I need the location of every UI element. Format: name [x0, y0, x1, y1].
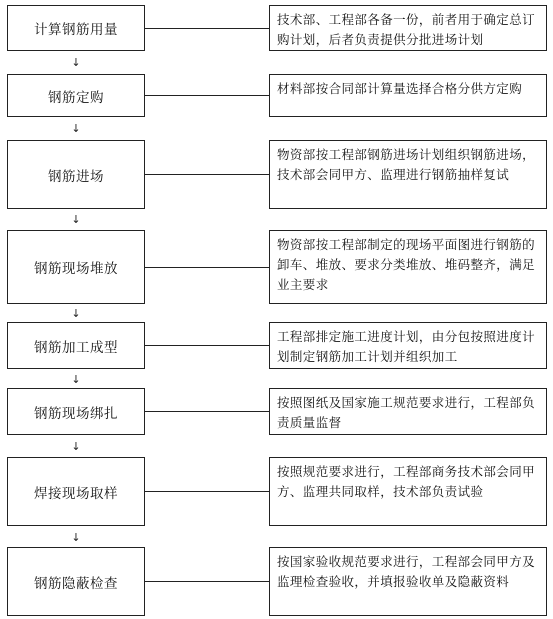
note-box-3 — [269, 140, 547, 209]
step-box-3 — [7, 140, 145, 209]
connector-line-5 — [145, 345, 269, 346]
step-label-4: 钢筋现场堆放 — [34, 261, 118, 277]
step-box-2 — [7, 74, 145, 117]
step-box-1 — [7, 5, 145, 51]
note-box-6 — [269, 388, 547, 435]
connector-line-7 — [145, 491, 269, 492]
note-text-6: 按照图纸及国家施工规范要求进行，工程部负责质量监督 — [277, 395, 536, 430]
down-arrow-icon: ↓ — [71, 373, 81, 386]
step-label-2: 钢筋定购 — [48, 89, 104, 106]
note-text-4: 物资部按工程部制定的现场平面图进行钢筋的卸车、堆放、要求分类堆放、堆码整齐，满足业主要求 — [277, 237, 536, 292]
step-box-5 — [7, 322, 145, 369]
step-label-7: 焊接现场取样 — [34, 485, 118, 502]
down-arrow-icon: ↓ — [71, 213, 81, 226]
note-text-1: 技术部、工程部各备一份，前者用于确定总订购计划，后者负责提供分批进场计划 — [277, 12, 536, 47]
step-box-7 — [7, 457, 145, 526]
note-box-2 — [269, 74, 547, 117]
down-arrow-icon: ↓ — [71, 440, 81, 453]
step-label-3: 钢筋进场 — [48, 168, 104, 185]
note-box-4 — [269, 230, 547, 304]
step-label-1: 计算钢筋用量 — [34, 22, 118, 38]
connector-line-1 — [145, 28, 269, 29]
note-box-7 — [269, 457, 547, 526]
down-arrow-icon: ↓ — [71, 307, 81, 320]
note-box-8 — [269, 547, 547, 616]
connector-line-3 — [145, 174, 269, 175]
note-text-3: 物资部按工程部钢筋进场计划组织钢筋进场，技术部会同甲方、监理进行钢筋抽样复试 — [277, 147, 536, 182]
down-arrow-icon: ↓ — [71, 531, 81, 544]
note-text-7: 按照规范要求进行，工程部商务技术部会同甲方、监理共同取样，技术部负责试验 — [277, 464, 536, 499]
step-label-8: 钢筋隐蔽检查 — [34, 575, 118, 592]
step-label-5: 钢筋加工成型 — [34, 339, 118, 356]
down-arrow-icon: ↓ — [71, 56, 81, 69]
connector-line-4 — [145, 267, 269, 268]
connector-line-8 — [145, 581, 269, 582]
step-box-6 — [7, 388, 145, 435]
note-text-5: 工程部排定施工进度计划，由分包按照进度计划制定钢筋加工计划并组织加工 — [277, 329, 536, 364]
note-box-5 — [269, 322, 547, 369]
step-label-6: 钢筋现场绑扎 — [34, 405, 118, 422]
note-text-2: 材料部按合同部计算量选择合格分供方定购 — [277, 81, 523, 96]
note-box-1 — [269, 5, 547, 51]
step-box-8 — [7, 547, 145, 616]
note-text-8: 按国家验收规范要求进行，工程部会同甲方及监理检查验收，并填报验收单及隐蔽资料 — [277, 554, 536, 589]
step-box-4 — [7, 230, 145, 304]
connector-line-6 — [145, 411, 269, 412]
connector-line-2 — [145, 95, 269, 96]
down-arrow-icon: ↓ — [71, 122, 81, 135]
